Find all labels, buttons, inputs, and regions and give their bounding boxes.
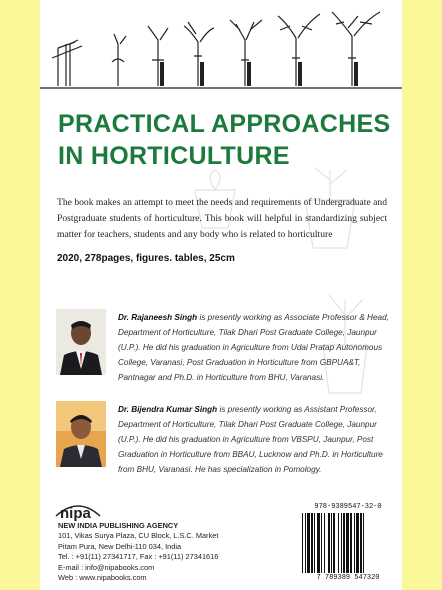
barcode-stripe <box>314 513 315 573</box>
author-name-1: Dr. Rajaneesh Singh <box>118 313 198 322</box>
author-name-2: Dr. Bijendra Kumar Singh <box>118 405 218 414</box>
cover-panel <box>40 0 402 590</box>
author-bio-text-2: is presently working as Assistant Professor, Department of Horticulture, Tilak Dhari Post Graduate College, Jaunpur (U.P.). He did his graduation in Agriculture from VBSPU, Jaunpur, Post Graduation in Horticulture from BBAU, Lucknow and Ph.D. in Horticulture from BHU, Varanasi. He has specialization in Pomology. <box>118 405 383 474</box>
barcode-stripe <box>346 513 349 573</box>
nipa-logo <box>54 494 102 522</box>
barcode-stripe <box>305 513 306 573</box>
barcode-stripe <box>328 513 330 573</box>
publisher-address-1: 101, Vikas Surya Plaza, CU Block, L.S.C. Market <box>58 531 219 541</box>
barcode-stripe <box>321 513 322 573</box>
barcode-stripe <box>333 513 335 573</box>
author-bio-1 <box>118 310 394 385</box>
author-bio-text-1: is presently working as Associate Professor & Head, Department of Horticulture, Tilak Dhari Post Graduate College, Jaunpur (U.P.). He did his graduation in Agriculture from Udai Pratap Autonomous College, Varanasi, Post Graduation in Horticulture from GBPUA&T, Pantnagar and Ph.D. in Horticulture from BHU, Varanasi. <box>118 313 389 382</box>
barcode-stripe <box>350 513 352 573</box>
barcode-number: 7 789389 547320 <box>316 574 380 582</box>
barcode-stripe <box>331 513 332 573</box>
barcode-bars <box>302 513 394 573</box>
title-line-1: PRACTICAL APPROACHES <box>58 110 391 138</box>
publisher-web: Web : www.nipabooks.com <box>58 573 147 583</box>
grafting-illustration <box>40 0 402 98</box>
barcode-stripe <box>341 513 342 573</box>
publication-details: 2020, 278pages, figures. tables, 25cm <box>57 253 235 264</box>
publisher-info <box>58 521 278 583</box>
barcode-stripe <box>356 513 359 573</box>
publisher-address-2: Pitam Pura, New Delhi-110 034, India <box>58 541 182 551</box>
publisher-email: E-mail : info@nipabooks.com <box>58 562 155 572</box>
barcode-stripe <box>311 513 313 573</box>
barcode-stripe <box>354 513 355 573</box>
barcode-stripe <box>317 513 320 573</box>
book-blurb: The book makes an attempt to meet the needs and requirements of Undergraduate and Postgraduate students of horticulture. This book will helpful in standardizing subject matter for teachers, students and any body who is related to horticulture <box>57 197 387 240</box>
barcode-stripe <box>360 513 362 573</box>
author-bio-2 <box>118 402 394 477</box>
isbn-text: 978-9389547-32-0 <box>314 503 382 511</box>
barcode-stripe <box>302 513 303 573</box>
barcode-stripe <box>307 513 310 573</box>
nipa-logo-text: nipa <box>60 505 91 522</box>
book-title <box>58 108 398 172</box>
barcode-stripe <box>324 513 325 573</box>
barcode-stripe <box>343 513 345 573</box>
title-line-2: IN HORTICULTURE <box>58 142 290 170</box>
author-photo-2 <box>56 401 106 467</box>
author-photo-1 <box>56 309 106 375</box>
publisher-name: NEW INDIA PUBLISHING AGENCY <box>58 521 179 530</box>
publisher-phone: Tel. : +91(11) 27341717, Fax : +91(11) 27341616 <box>58 552 219 562</box>
barcode-stripe <box>338 513 339 573</box>
isbn-barcode <box>298 503 398 585</box>
barcode-stripe <box>363 513 364 573</box>
